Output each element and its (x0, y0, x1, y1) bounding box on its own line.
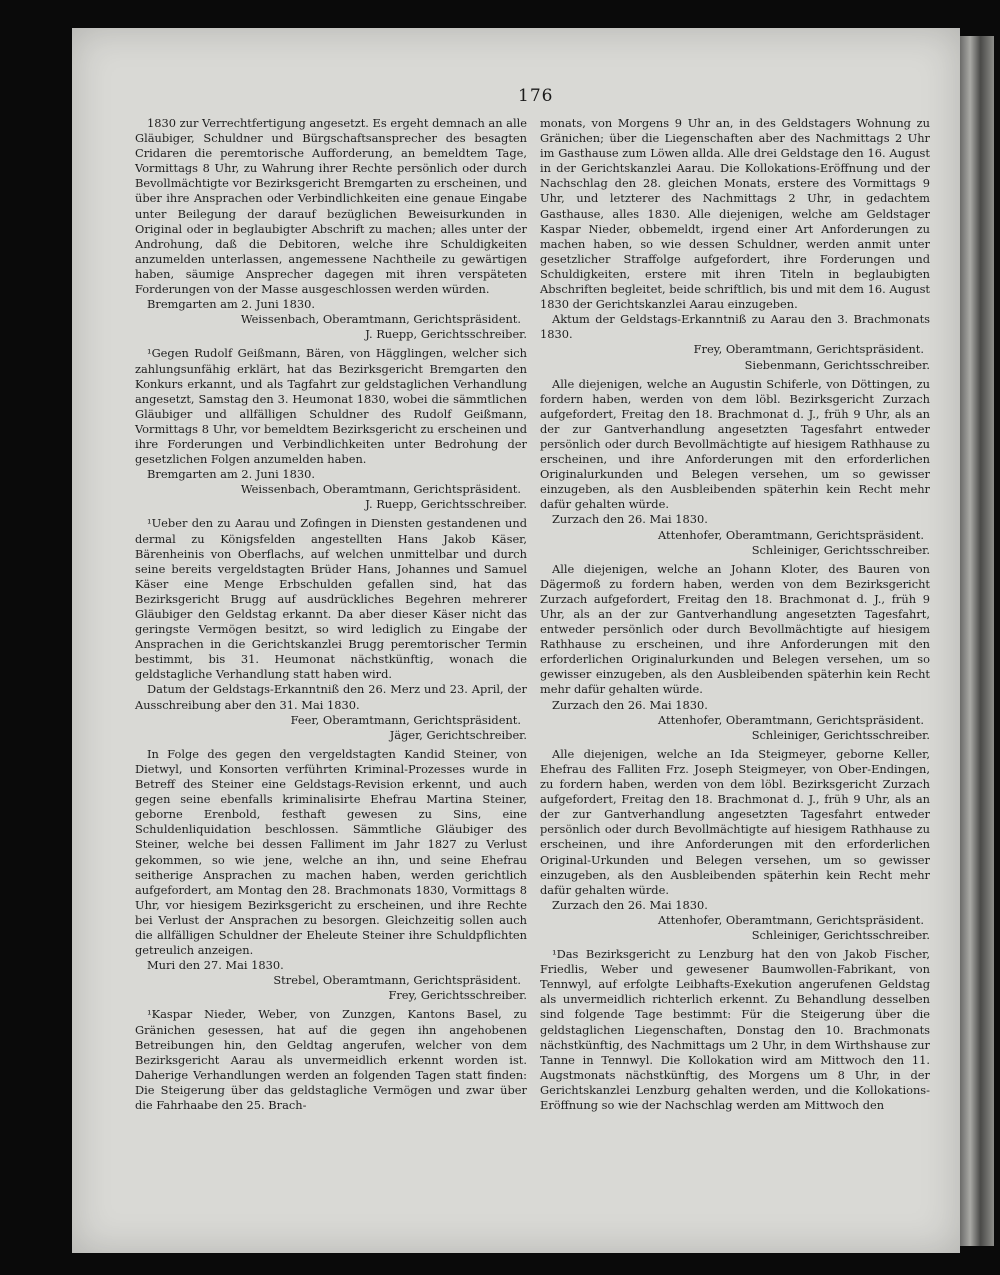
signature-president: Frey, Oberamtmann, Gerichtspräsident. (693, 342, 924, 357)
signature-president: Strebel, Oberamtmann, Gerichtspräsident. (273, 973, 521, 988)
page-edge (960, 36, 994, 1246)
notice-paragraph: ¹Kaspar Nieder, Weber, von Zunzgen, Kantons Basel, zu Gränichen gesessen, hat auf die gegen ihn angehobenen Betreibungen hin, den Geldtag angerufen, welcher von dem Bezirksgericht Aarau als unvermeidlich erkennt worden ist. Daherige Verhandlungen werden an folgenden Tagen statt finden: Die Steigerung über das geldstagliche Vermögen und zwar über die Fahrhaabe den 25. Brach- (135, 1007, 527, 1112)
signature-clerk: Schleiniger, Gerichtsschreiber. (751, 727, 930, 742)
place-date: Zurzach den 26. Mai 1830. (552, 697, 708, 712)
signature-clerk: J. Ruepp, Gerichtsschreiber. (365, 327, 527, 342)
signature-president: Attenhofer, Oberamtmann, Gerichtspräsident. (658, 527, 924, 542)
place-date: Muri den 27. Mai 1830. (147, 958, 284, 973)
signature-clerk: J. Ruepp, Gerichtsschreiber. (365, 497, 527, 512)
notice-paragraph: 1830 zur Verrechtfertigung angesetzt. Es ergeht demnach an alle Gläubiger, Schuldner und Bürgschaftsansprecher des besagten Cridaren die peremtorische Aufforderung, an bemeldtem Tage, Vormittags 8 Uhr, zu Wahrung ihrer Rechte persönlich oder durch Bevollmächtigte vor Bezirksgericht Bremgarten zu erscheinen, und über ihre Ansprachen oder Verbindlichkeiten eine genaue Eingabe unter Beilegung der darauf bezüglichen Beweisurkunden in Original oder in beglaubigter Abschrift zu machen; alles unter der Androhung, daß die Debitoren, welche ihre Schuldigkeiten anzumelden unterlassen, angemessene Nachtheile zu gewärtigen haben, säumige Ansprecher dagegen mit ihren verspäteten Forderungen von der Masse ausgeschlossen werden würden. (135, 116, 527, 297)
place-date: Bremgarten am 2. Juni 1830. (147, 297, 315, 312)
signature-clerk: Schleiniger, Gerichtsschreiber. (751, 927, 930, 942)
left-column (135, 116, 527, 1113)
notice-paragraph: Alle diejenigen, welche an Johann Kloter, des Bauren von Dägermoß zu fordern haben, werden von dem Bezirksgericht Zurzach aufgefordert, Freitag den 18. Brachmonat d. J., früh 9 Uhr, als an der zur Gantverhandlung angesetzten Tagesfahrt, entweder persönlich oder durch Bevollmächtigte auf hiesigem Rathhause zu erscheinen, und ihre Anforderungen mit den erforderlichen Originalurkunden und Belegen versehen, um so gewisser einzugeben, als den Ausbleibenden späterhin kein Recht mehr dafür gehalten würde. (540, 561, 930, 697)
notice-paragraph-continued: monats, von Morgens 9 Uhr an, in des Geldstagers Wohnung zu Gränichen; über die Liegenschaften aber des Nachmittags 2 Uhr im Gasthause zum Löwen allda. Alle drei Geldstage den 16. August in der Gerichtskanzlei Aarau. Die Kollokations-Eröffnung und der Nachschlag den 28. gleichen Monats, erstere des Vormittags 9 Uhr, und letzterer des Nachmittags 2 Uhr, in gedachtem Gasthause, alles 1830. Alle diejenigen, welche am Geldstager Kaspar Nieder, obbemeldt, irgend einer Art Anforderungen zu machen haben, so wie dessen Schuldner, werden anmit unter gesetzlicher Straffolge aufgefordert, ihre Forderungen und Schuldigkeiten, erstere mit ihren Titeln in beglaubigten Abschriften begleitet, beide schriftlich, bis und mit dem 16. August 1830 der Gerichtskanzlei Aarau einzugeben. (540, 116, 930, 312)
place-date: Bremgarten am 2. Juni 1830. (147, 467, 315, 482)
signature-president: Attenhofer, Oberamtmann, Gerichtspräsident. (658, 912, 924, 927)
notice-paragraph: ¹Ueber den zu Aarau und Zofingen in Diensten gestandenen und dermal zu Königsfelden angestellten Hans Jakob Käser, Bärenheinis von Oberflachs, auf welchen unmittelbar und durch seine bereits vergeldstagten Brüder Hans, Johannes und Samuel Käser eine Menge Erbschulden gefallen sind, hat das Bezirksgericht Brugg auf ausdrückliches Begehren mehrerer Gläubiger den Geldstag erkannt. Da aber dieser Käser nicht das geringste Vermögen besitzt, so wird lediglich zu Eingabe der Ansprachen in die Gerichtskanzlei Brugg peremtorischer Termin bestimmt, bis 31. Heumonat nächstkünftig, wonach die geldstagliche Verhandlung statt haben wird. (135, 516, 527, 682)
signature-president: Attenhofer, Oberamtmann, Gerichtspräsident. (658, 712, 924, 727)
place-date: Aktum der Geldstags-Erkanntniß zu Aarau den 3. Brachmonats 1830. (540, 312, 930, 342)
signature-president: Feer, Oberamtmann, Gerichtspräsident. (290, 712, 521, 727)
signature-clerk: Frey, Gerichtsschreiber. (388, 988, 527, 1003)
signature-clerk: Siebenmann, Gerichtsschreiber. (744, 357, 930, 372)
signature-president: Weissenbach, Oberamtmann, Gerichtspräsident. (240, 482, 521, 497)
place-date: Zurzach den 26. Mai 1830. (552, 897, 708, 912)
place-date: Zurzach den 26. Mai 1830. (552, 512, 708, 527)
page-number: 176 (518, 86, 554, 106)
signature-president: Weissenbach, Oberamtmann, Gerichtspräsident. (240, 312, 521, 327)
notice-paragraph: Alle diejenigen, welche an Augustin Schiferle, von Döttingen, zu fordern haben, werden von dem löbl. Bezirksgericht Zurzach aufgefordert, Freitag den 18. Brachmonat d. J., früh 9 Uhr, als an der zur Gantverhandlung angesetzten Tagesfahrt entweder persönlich oder durch Bevollmächtigte auf hiesigem Rathhause zu erscheinen, und ihre Anforderungen mit den erforderlichen Originalurkunden und Belegen versehen, um so gewisser einzugeben, als den Ausbleibenden späterhin kein Recht mehr dafür gehalten würde. (540, 376, 930, 512)
right-column (540, 116, 930, 1113)
notice-paragraph: ¹Das Bezirksgericht zu Lenzburg hat den von Jakob Fischer, Friedlis, Weber und gewesener Baumwollen-Fabrikant, von Tennwyl, auf erfolgte Leibhafts-Exekution angerufenen Geldstag als unvermeidlich richterlich erkennt. Zu Behandlung desselben sind folgende Tage bestimmt: Für die Steigerung über die geldstaglichen Liegenschaften, Donstag den 10. Brachmonats nächstkünftig, des Nachmittags um 2 Uhr, in dem Wirthshause zur Tanne in Tennwyl. Die Kollokation wird am Mittwoch den 11. Augstmonats nächstkünftig, des Morgens um 8 Uhr, in der Gerichtskanzlei Lenzburg gehalten werden, und die Kollokations-Eröffnung so wie der Nachschlag werden am Mittwoch den (540, 947, 930, 1112)
notice-paragraph: Alle diejenigen, welche an Ida Steigmeyer, geborne Keller, Ehefrau des Falliten Frz. Joseph Steigmeyer, von Ober-Endingen, zu fordern haben, werden von dem löbl. Bezirksgericht Zurzach aufgefordert, Freitag den 18. Brachmonat d. J., früh 9 Uhr, als an der zur Gantverhandlung angesetzten Tagesfahrt entweder persönlich oder durch Bevollmächtigte auf hiesigem Rathhause zu erscheinen, und ihre Anforderungen mit den erforderlichen Original-Urkunden und Belegen versehen, um so gewisser einzugeben, als den Ausbleibenden späterhin kein Recht mehr dafür gehalten würde. (540, 746, 930, 897)
notice-paragraph: In Folge des gegen den vergeldstagten Kandid Steiner, von Dietwyl, und Konsorten verführten Kriminal-Prozesses wurde in Betreff des Steiner eine Geldstags-Revision erkennt, und auch gegen seine ebenfalls kriminalisirte Ehefrau Martina Steiner, geborne Erenbold, festhaft gewesen zu Sins, eine Schuldenliquidation beschlossen. Sämmtliche Gläubiger des Steiner, welche bei dessen Falliment im Jahr 1827 zu Verlust gekommen, so wie jene, welche an ihn, und seine Ehefrau seitherige Ansprachen zu machen haben, werden gerichtlich aufgefordert, am Montag den 28. Brachmonats 1830, Vormittags 8 Uhr, vor hiesigem Bezirksgericht zu erscheinen, und ihre Rechte bei Verlust der Ansprachen zu besorgen. Gleichzeitig sollen auch die allfälligen Schuldner der Eheleute Steiner ihre Schuldpflichten getreulich anzeigen. (135, 746, 527, 958)
signature-clerk: Schleiniger, Gerichtsschreiber. (751, 542, 930, 557)
signature-clerk: Jäger, Gerichtschreiber. (389, 727, 527, 742)
notice-paragraph: ¹Gegen Rudolf Geißmann, Bären, von Hägglingen, welcher sich zahlungsunfähig erklärt, hat das Bezirksgericht Bremgarten den Konkurs erkannt, und als Tagfahrt zur geldstaglichen Verhandlung angesetzt, Samstag den 3. Heumonat 1830, wobei die sämmtlichen Gläubiger und allfälligen Schuldner des Rudolf Geißmann, Vormittags 8 Uhr, vor bemeldtem Bezirksgericht zu erscheinen und ihre Forderungen und Verbindlichkeiten unter Bedrohung der gesetzlichen Folgen anzumelden haben. (135, 346, 527, 467)
place-date: Datum der Geldstags-Erkanntniß den 26. Merz und 23. April, der Ausschreibung aber den 31. Mai 1830. (135, 682, 527, 712)
